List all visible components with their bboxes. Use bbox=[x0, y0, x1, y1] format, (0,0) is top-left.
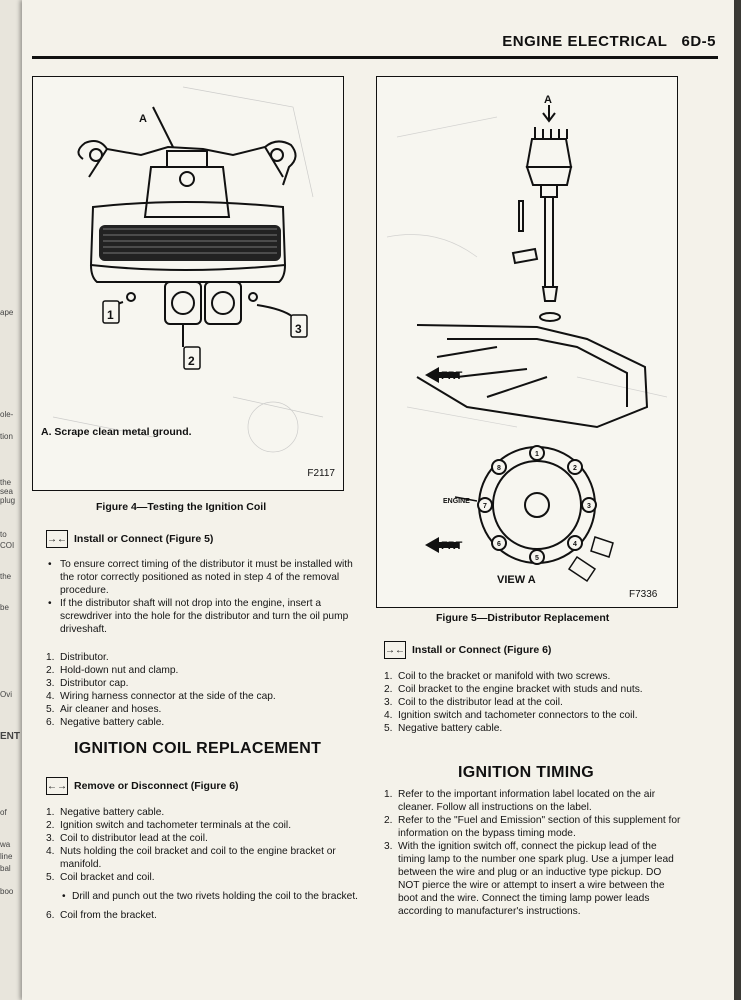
cap-number: 8 bbox=[497, 465, 501, 472]
list-item: 6. Coil from the bracket. bbox=[46, 910, 157, 921]
figure-5-box bbox=[376, 76, 678, 608]
edge-fragment: Ovi bbox=[0, 690, 12, 699]
list-item: 3. Coil to the distributor lead at the coil. bbox=[384, 697, 563, 708]
list-item: 4. Nuts holding the coil bracket and coil to the engine bracket or manifold. bbox=[46, 846, 336, 870]
list-item: 5. Air cleaner and hoses. bbox=[46, 704, 162, 715]
distributor-illustration bbox=[377, 77, 677, 607]
page-number: 6D-5 bbox=[681, 33, 716, 50]
callout-1: 1 bbox=[107, 308, 114, 322]
install-arrows-icon: →← bbox=[46, 530, 68, 548]
list-item: 1. Negative battery cable. bbox=[46, 807, 165, 818]
callout-a: A bbox=[139, 113, 147, 125]
cap-number: 2 bbox=[573, 465, 577, 472]
edge-fragment: bal bbox=[0, 864, 11, 873]
list-item: 1. Distributor. bbox=[46, 652, 109, 663]
callout-3: 3 bbox=[295, 322, 302, 336]
sub-bullet: • Drill and punch out the two rivets holding the coil to the bracket. bbox=[46, 890, 360, 903]
figure-5-code: F7336 bbox=[629, 589, 658, 600]
timing-steps-list bbox=[384, 788, 684, 918]
list-item: 4. Wiring harness connector at the side of the cap. bbox=[46, 691, 276, 702]
edge-fragment: boo bbox=[0, 887, 14, 896]
edge-fragment: plug bbox=[0, 496, 16, 505]
list-item: 2. Ignition switch and tachometer terminals at the coil. bbox=[46, 820, 292, 831]
edge-fragment: ENT bbox=[0, 731, 20, 742]
remove-disconnect-title: Remove or Disconnect (Figure 6) bbox=[74, 780, 239, 792]
page-header bbox=[502, 33, 716, 50]
list-item: • If the distributor shaft will not drop into the engine, insert a screwdriver into the hole for the distributor and turn the oil pump driveshaft. bbox=[46, 597, 360, 636]
callout-2: 2 bbox=[188, 354, 195, 368]
list-item: 2. Refer to the "Fuel and Emission" section of this supplement for information on the bypass timing mode. bbox=[384, 815, 681, 839]
edge-fragment: be bbox=[0, 603, 9, 612]
figure-4-caption: Figure 4—Testing the Ignition Coil bbox=[96, 501, 267, 513]
edge-fragment: tion bbox=[0, 432, 13, 441]
install-arrows-icon: →← bbox=[384, 641, 406, 659]
list-item: 2. Coil bracket to the engine bracket with studs and nuts. bbox=[384, 684, 643, 695]
edge-fragment: ape bbox=[0, 308, 14, 317]
ignition-coil-replacement-heading: IGNITION COIL REPLACEMENT bbox=[74, 740, 322, 757]
install-connect-heading-2 bbox=[384, 641, 551, 659]
list-item: 3. Distributor cap. bbox=[46, 678, 129, 689]
cap-number: 5 bbox=[535, 555, 539, 562]
edge-fragment: to bbox=[0, 530, 7, 539]
edge-fragment: the bbox=[0, 478, 12, 487]
figure-5-caption: Figure 5—Distributor Replacement bbox=[436, 612, 610, 624]
remove-disconnect-heading bbox=[46, 777, 239, 795]
edge-fragment: the bbox=[0, 572, 12, 581]
cap-number: 7 bbox=[483, 503, 487, 510]
header-rule bbox=[32, 56, 718, 59]
section-title: ENGINE ELECTRICAL bbox=[502, 33, 668, 50]
edge-fragment: ole- bbox=[0, 410, 14, 419]
install-steps-list bbox=[46, 651, 360, 729]
edge-fragment: sea bbox=[0, 487, 13, 496]
install-connect-title-2: Install or Connect (Figure 6) bbox=[412, 644, 552, 656]
ignition-timing-heading: IGNITION TIMING bbox=[458, 764, 595, 781]
cap-number: 1 bbox=[535, 451, 539, 458]
install-connect-title-1: Install or Connect (Figure 5) bbox=[74, 533, 214, 545]
view-a-label: VIEW A bbox=[497, 574, 536, 586]
list-item: 6. Negative battery cable. bbox=[46, 717, 165, 728]
edge-fragment: of bbox=[0, 808, 7, 817]
figure-4-legend: A. Scrape clean metal ground. bbox=[41, 426, 192, 438]
list-item: 2. Hold-down nut and clamp. bbox=[46, 665, 179, 676]
list-item: 1. Coil to the bracket or manifold with two screws. bbox=[384, 671, 611, 682]
figure-4-code: F2117 bbox=[307, 468, 335, 479]
manual-page bbox=[22, 0, 734, 1000]
frt-label-bottom: FRT bbox=[441, 540, 463, 552]
list-item: 3. With the ignition switch off, connect the pickup lead of the timing lamp to the number one spark plug. Use a jumper lead between the wire and plug or an inductive type pickup. DO NOT pierce the wire or attempt to insert a wire between the boot and the wire. Connect the timing lamp power leads according to manufacturer's instructions. bbox=[384, 841, 674, 917]
frt-label-top: FRT bbox=[441, 370, 463, 382]
edge-fragment: wa bbox=[0, 840, 11, 849]
install-coil-steps-list bbox=[384, 670, 684, 735]
list-item: 4. Ignition switch and tachometer connectors to the coil. bbox=[384, 710, 638, 721]
install-notes-list bbox=[46, 558, 360, 636]
list-item: 5. Coil bracket and coil. bbox=[46, 872, 155, 883]
cap-number: 4 bbox=[573, 541, 577, 548]
edge-fragment: line bbox=[0, 852, 13, 861]
edge-fragment: COI bbox=[0, 541, 15, 550]
list-item: 5. Negative battery cable. bbox=[384, 723, 503, 734]
callout-a: A bbox=[544, 94, 552, 106]
engine-label: ENGINE bbox=[443, 498, 470, 505]
list-item: • To ensure correct timing of the distributor it must be installed with the rotor correctly positioned as noted in step 4 of the removal procedure. bbox=[46, 558, 360, 597]
figure-4-box bbox=[32, 76, 344, 491]
remove-arrows-icon: ←→ bbox=[46, 777, 68, 795]
cap-number: 3 bbox=[587, 503, 591, 510]
cap-number: 6 bbox=[497, 541, 501, 548]
remove-steps-list bbox=[46, 806, 360, 922]
list-item: 1. Refer to the important information label located on the air cleaner. Follow all instructions on the label. bbox=[384, 789, 656, 813]
install-connect-heading-1 bbox=[46, 530, 213, 548]
list-item: 3. Coil to distributor lead at the coil. bbox=[46, 833, 208, 844]
